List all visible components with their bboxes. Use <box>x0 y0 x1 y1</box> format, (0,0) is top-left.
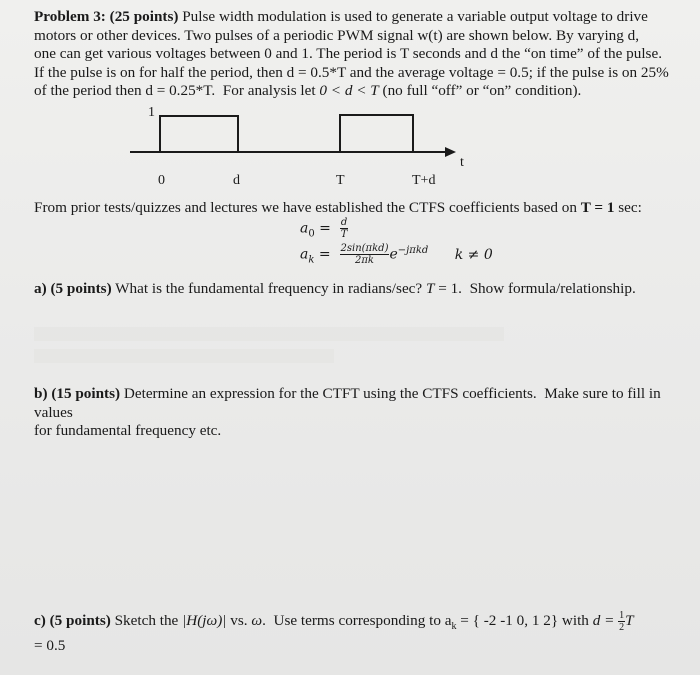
ak-subscript: k <box>308 254 315 266</box>
a0-fraction <box>340 217 348 240</box>
part-b-text-1: Determine an expression for the CTFT using the CTFS coefficients. Make sure to fill in values <box>34 385 665 421</box>
part-c-T: T <box>625 611 634 629</box>
ctfs-intro-text: From prior tests/quizzes and lectures we have established the CTFS coefficients based on <box>34 199 581 216</box>
a0-subscript: 0 <box>308 228 315 240</box>
part-b-label: b) <box>34 385 48 402</box>
part-a-text-2: = 1. Show formula/relationship. <box>434 280 636 297</box>
part-c-frac-den: 2 <box>619 622 625 633</box>
pwm-signal-figure <box>0 100 700 200</box>
ak-symbol: a <box>300 246 309 263</box>
ak-exponent: −jπkd <box>397 244 429 256</box>
ak-denominator: 2πk <box>355 255 374 266</box>
amplitude-label: 1 <box>148 105 155 120</box>
part-c-d-equals: d = <box>592 611 619 629</box>
tick-label-0: 0 <box>158 173 165 188</box>
axis-label-t: t <box>460 155 464 170</box>
problem-line-1 <box>34 8 674 27</box>
problem-statement <box>34 8 674 101</box>
ak-exp-base: e <box>389 246 398 263</box>
problem-line-2: motors or other devices. Two pulses of a periodic PWM signal w(t) are shown below. By varying d, <box>34 26 640 44</box>
time-axis-arrow <box>445 147 456 157</box>
ak-condition: k ≠ 0 <box>454 246 493 263</box>
part-c-magnitude: |H(jω)| <box>182 611 227 629</box>
ak-fraction <box>340 243 390 266</box>
part-c-sub-k: k <box>451 621 457 633</box>
part-a-text: What is the fundamental frequency in radians/sec? <box>111 280 426 297</box>
problem-text-1: Pulse width modulation is used to generate a variable output voltage to drive <box>182 8 648 25</box>
problem-text-5a: of the period then d = 0.25*T. For analysis let <box>34 82 320 99</box>
part-c <box>34 610 694 655</box>
part-c-text-4: = { -2 -1 0, 1 2} with <box>456 611 593 629</box>
part-b-points: (15 points) <box>51 385 121 402</box>
part-b-line-1 <box>34 385 694 422</box>
equation-ak <box>300 243 493 266</box>
part-a-math: T <box>425 280 435 297</box>
part-c-line-1 <box>34 610 694 637</box>
tick-label-d: d <box>233 173 240 188</box>
ctfs-period: T = 1 <box>580 199 615 216</box>
ak-numerator: 2sin(πkd) <box>340 243 389 254</box>
a0-equals: = <box>314 220 336 237</box>
part-a <box>34 280 674 299</box>
problem-line-3: one can get various voltages between 0 and 1. The period is T seconds and d the “on time” of the pulse. <box>34 45 663 62</box>
a0-symbol: a <box>300 220 309 237</box>
part-a-label: a) <box>34 280 47 297</box>
part-c-frac-num: 1 <box>619 610 625 621</box>
part-c-label: c) <box>34 611 46 629</box>
part-c-text-3: . Use terms corresponding to a <box>262 611 452 629</box>
tick-label-T: T <box>336 173 345 188</box>
ctfs-intro <box>34 199 674 218</box>
tick-label-T-plus-d: T+d <box>412 173 436 188</box>
problem-title: Problem 3: <box>34 8 106 25</box>
part-a-points: (5 points) <box>50 280 112 297</box>
part-c-points: (5 points) <box>49 611 111 629</box>
ctfs-intro-end: sec: <box>614 199 642 216</box>
problem-points: (25 points) <box>109 8 179 25</box>
ak-equals: = <box>314 246 336 263</box>
a0-denominator: T <box>340 229 348 240</box>
part-c-omega: ω <box>251 611 263 629</box>
bleed-through-shading <box>34 327 634 363</box>
problem-condition: 0 < d < T <box>319 82 379 99</box>
equation-a0 <box>300 217 348 240</box>
part-b <box>34 385 694 441</box>
problem-text-5c: (no full “off” or “on” condition). <box>378 82 582 99</box>
problem-line-4: If the pulse is on for half the period, then d = 0.5*T and the average voltage = 0.5; if the pulse is on 25% <box>34 63 669 81</box>
part-c-text-2: vs. <box>226 611 252 629</box>
part-c-line-2: = 0.5 <box>34 636 66 654</box>
part-b-line-2: for fundamental frequency etc. <box>34 422 222 439</box>
pulse-2 <box>340 115 413 152</box>
pulse-1 <box>160 116 238 152</box>
a0-numerator: d <box>340 217 348 228</box>
part-c-text-1: Sketch the <box>110 611 183 629</box>
problem-line-5 <box>34 82 674 101</box>
